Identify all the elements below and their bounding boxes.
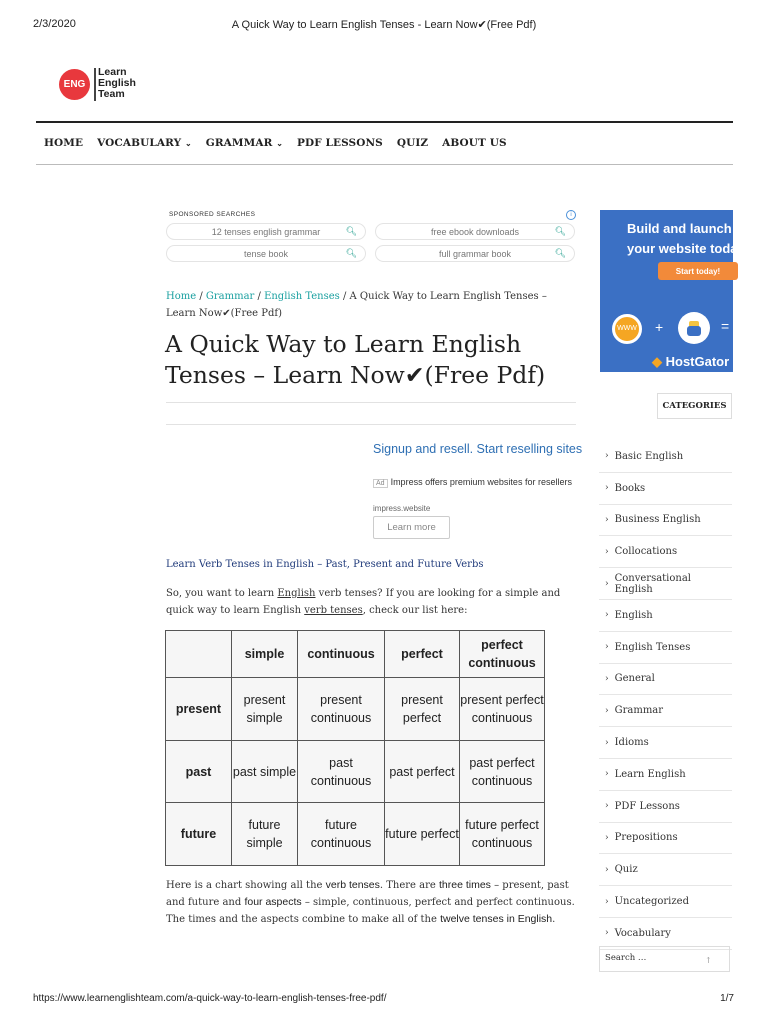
print-page-number: 1/7: [720, 993, 734, 1004]
chevron-right-icon: ›: [605, 546, 609, 557]
chevron-right-icon: ›: [605, 483, 609, 494]
banner-start-button[interactable]: Start today!: [658, 262, 738, 280]
english-link[interactable]: English: [277, 588, 316, 599]
category-item[interactable]: › English: [599, 600, 732, 632]
nav-top-rule: [36, 121, 733, 123]
table-cell: future perfect: [385, 803, 460, 866]
ad-body: Ad Impress offers premium websites for resellers: [373, 476, 469, 502]
table-header-cell: simple: [232, 631, 298, 678]
nav-quiz[interactable]: QUIZ: [396, 137, 429, 149]
logo-line-3: Team: [98, 88, 125, 100]
chevron-right-icon: ›: [605, 514, 609, 525]
chevron-right-icon: ›: [605, 673, 609, 684]
chevron-right-icon: ›: [605, 928, 609, 939]
nav-pdf-lessons[interactable]: PDF LESSONS: [297, 137, 383, 149]
category-item[interactable]: › Learn English: [599, 759, 732, 791]
logo-text[interactable]: [98, 67, 136, 100]
chevron-right-icon: ›: [605, 610, 609, 621]
table-cell: present perfect: [385, 678, 460, 741]
table-row-header: future: [166, 803, 232, 866]
logo-line-1: Learn: [98, 66, 127, 78]
banner-brand: ◆ HostGator: [652, 354, 730, 369]
chevron-right-icon: ›: [605, 451, 609, 462]
search-icon: 🔍︎: [554, 226, 566, 236]
table-cell: past simple: [232, 741, 298, 803]
chevron-right-icon: ›: [605, 864, 609, 875]
breadcrumb-home[interactable]: Home: [166, 291, 197, 302]
three-times-link[interactable]: three times: [439, 879, 491, 891]
nav-about[interactable]: ABOUT US: [442, 137, 507, 149]
plus-icon: +: [655, 319, 664, 335]
verb-tenses-link[interactable]: verb tenses: [304, 605, 363, 616]
twelve-tenses-link[interactable]: twelve tenses in English: [440, 913, 553, 925]
table-row-header: present: [166, 678, 232, 741]
info-icon[interactable]: i: [566, 210, 576, 220]
breadcrumb-english-tenses[interactable]: English Tenses: [264, 291, 340, 302]
table-cell: future perfect continuous: [460, 803, 545, 866]
logo-line-2: English: [98, 77, 136, 89]
print-date: 2/3/2020: [33, 18, 76, 30]
section-heading[interactable]: Learn Verb Tenses in English – Past, Present and Future Verbs: [166, 559, 484, 570]
sponsored-search-1[interactable]: 12 tenses english grammar 🔍︎: [166, 223, 366, 240]
chevron-right-icon: ›: [605, 801, 609, 812]
nav-home[interactable]: HOME: [44, 137, 84, 149]
table-cell: present perfect continuous: [460, 678, 545, 741]
category-item[interactable]: › Business English: [599, 505, 732, 537]
ad-learn-more-button[interactable]: Learn more: [373, 516, 450, 539]
page-title: A Quick Way to Learn English Tenses – Learn Now✔(Free Pdf): [165, 330, 546, 389]
table-header-cell: continuous: [298, 631, 385, 678]
scroll-up-icon[interactable]: ↑: [705, 956, 712, 965]
logo-badge[interactable]: ENG: [59, 69, 90, 100]
intro-paragraph: So, you want to learn English verb tenses? If you are looking for a simple and quick way to learn English verb tenses, check our list here:: [166, 588, 561, 616]
category-item[interactable]: › General: [599, 664, 732, 696]
sidebar-search-input[interactable]: [599, 946, 730, 972]
chart-description: Here is a chart showing all the verb tenses. There are three times – present, past and future and four aspects – simple, continuous, perfect and perfect continuous. The times and the aspects combine to make all of the twelve tenses in English.: [166, 879, 575, 925]
ad-headline[interactable]: Signup and resell. Start reselling sites: [373, 442, 583, 456]
sponsored-search-4[interactable]: full grammar book 🔍︎: [375, 245, 575, 262]
search-placeholder: Search …: [605, 953, 647, 963]
print-title: A Quick Way to Learn English Tenses - Learn Now✔(Free Pdf): [231, 19, 537, 31]
chevron-right-icon: ›: [605, 642, 609, 653]
breadcrumb-grammar[interactable]: Grammar: [205, 291, 255, 302]
four-aspects-link[interactable]: four aspects: [244, 896, 302, 908]
table-cell: future continuous: [298, 803, 385, 866]
category-item[interactable]: › Grammar: [599, 695, 732, 727]
search-icon: 🔍︎: [345, 248, 357, 258]
category-item[interactable]: › Books: [599, 473, 732, 505]
table-cell: past perfect continuous: [460, 741, 545, 803]
nav-grammar[interactable]: GRAMMAR ⌄: [205, 137, 283, 149]
category-item[interactable]: › English Tenses: [599, 632, 732, 664]
hand-icon: [678, 312, 710, 344]
categories-list: [599, 441, 732, 950]
chevron-right-icon: ›: [605, 578, 609, 589]
breadcrumb: Home / Grammar / English Tenses / A Quick Way to Learn English Tenses – Learn Now✔(Free Pdf): [166, 291, 547, 319]
sponsored-search-2[interactable]: free ebook downloads 🔍︎: [375, 223, 575, 240]
table-cell: present simple: [232, 678, 298, 741]
breadcrumb-current: A Quick Way to Learn English Tenses – Learn Now✔(Free Pdf): [166, 291, 547, 319]
chevron-right-icon: ›: [605, 769, 609, 780]
chevron-right-icon: ›: [605, 896, 609, 907]
table-cell: past perfect: [385, 741, 460, 803]
print-url: https://www.learnenglishteam.com/a-quick-way-to-learn-english-tenses-free-pdf/: [33, 993, 387, 1004]
main-nav: [44, 137, 507, 149]
logo-divider: [94, 68, 96, 101]
ad-tag: Ad: [373, 479, 388, 488]
category-item[interactable]: › PDF Lessons: [599, 791, 732, 823]
table-header-cell: [166, 631, 232, 678]
hostgator-banner[interactable]: [600, 210, 745, 372]
table-row-header: past: [166, 741, 232, 803]
gator-icon: ◆: [652, 354, 662, 369]
category-item[interactable]: › Quiz: [599, 854, 732, 886]
chevron-right-icon: ›: [605, 705, 609, 716]
banner-text: Build and launch your website today: [627, 221, 745, 256]
category-item[interactable]: › Conversational English: [599, 568, 732, 600]
categories-heading: CATEGORIES: [657, 393, 732, 419]
table-header-cell: perfect continuous: [460, 631, 545, 678]
nav-bottom-rule: [36, 164, 733, 165]
www-icon: WWW: [612, 314, 642, 344]
category-item[interactable]: › Collocations: [599, 536, 732, 568]
sponsored-label: SPONSORED SEARCHES: [169, 211, 256, 218]
sponsored-search-3[interactable]: tense book 🔍︎: [166, 245, 366, 262]
equals-icon: =: [721, 318, 730, 334]
table-header-cell: perfect: [385, 631, 460, 678]
title-rule: [166, 424, 576, 425]
search-icon: 🔍︎: [554, 248, 566, 258]
chevron-right-icon: ›: [605, 737, 609, 748]
ad-domain: impress.website: [373, 504, 431, 513]
category-item[interactable]: › Basic English: [599, 441, 732, 473]
chevron-down-icon: ⌄: [184, 138, 192, 148]
chevron-down-icon: ⌄: [276, 138, 283, 148]
title-rule: [166, 402, 576, 403]
table-cell: past continuous: [298, 741, 385, 803]
chevron-right-icon: ›: [605, 832, 609, 843]
category-item[interactable]: › Vocabulary: [599, 918, 732, 950]
tense-chart-table: [165, 630, 545, 866]
verb-tenses-link[interactable]: verb tenses: [325, 879, 380, 891]
table-cell: present continuous: [298, 678, 385, 741]
table-cell: future simple: [232, 803, 298, 866]
search-icon: 🔍︎: [345, 226, 357, 236]
category-item[interactable]: › Idioms: [599, 727, 732, 759]
category-item[interactable]: › Prepositions: [599, 823, 732, 855]
nav-vocabulary[interactable]: VOCABULARY ⌄: [97, 137, 192, 149]
category-item[interactable]: › Uncategorized: [599, 886, 732, 918]
